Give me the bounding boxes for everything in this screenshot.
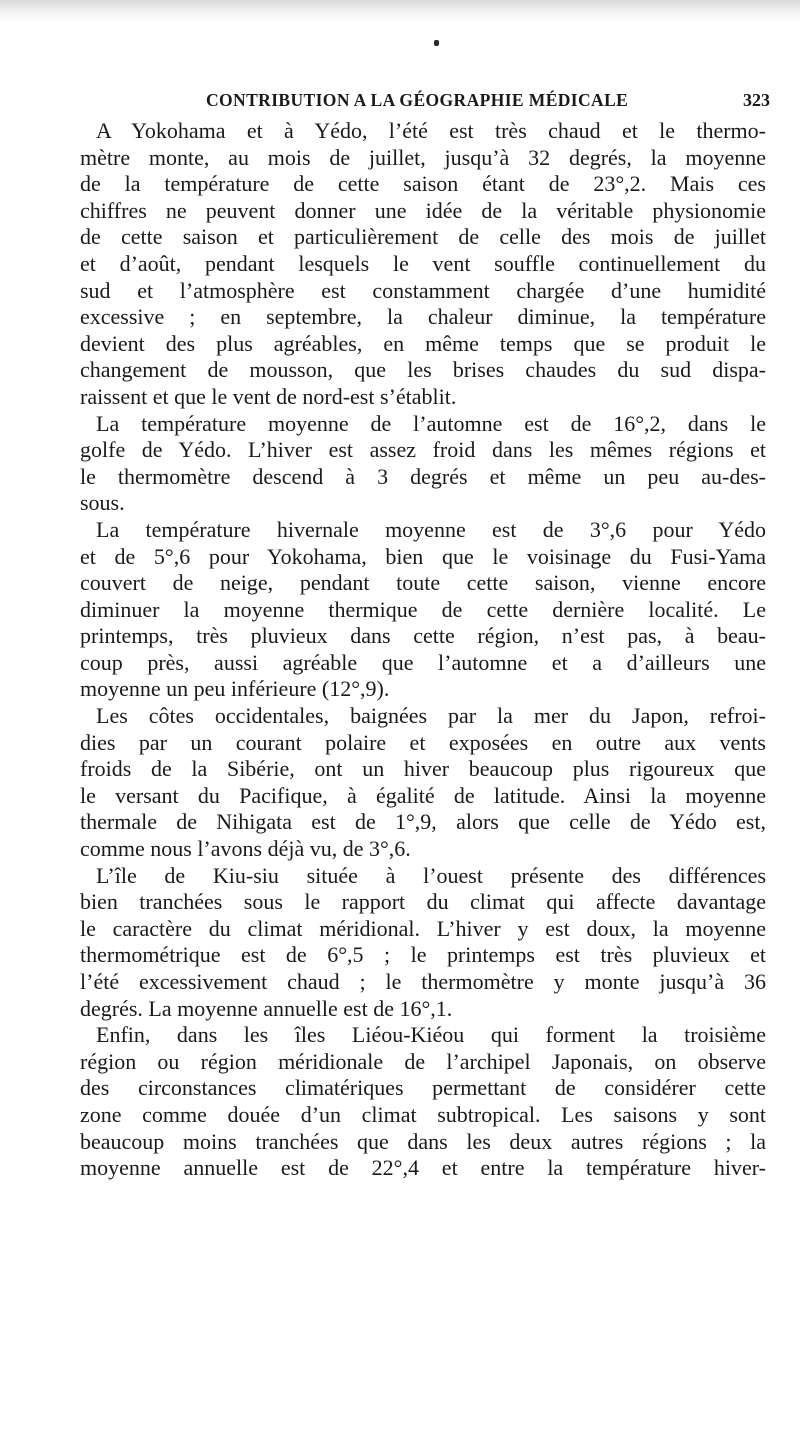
text-line: le caractère du climat méridional. L’hiver y est doux, la moyenne [80, 915, 766, 941]
running-header [80, 86, 770, 116]
paragraph [80, 1022, 766, 1182]
text-line: l’été excessivement chaud ; le thermomètre y monte jusqu’à 36 [80, 969, 766, 994]
text-line: moyenne un peu inférieure (12°,9). [80, 676, 390, 702]
text-line: thermométrique est de 6°,5 ; le printemps est très pluvieux et [80, 942, 766, 968]
text-line: diminuer la moyenne thermique de cette dernière localité. Le [80, 596, 766, 622]
scan-edge-shadow [0, 0, 800, 22]
text-line: mètre monte, au mois de juillet, jusqu’à 32 degrés, la moyenne [80, 144, 766, 170]
running-title: CONTRIBUTION A LA GÉOGRAPHIE MÉDICALE [206, 90, 629, 110]
text-line: coup près, aussi agréable que l’automne et a d’ailleurs une [80, 649, 766, 675]
text-line: région ou région méridionale de l’archipel Japonais, on observe [80, 1048, 766, 1074]
text-line: le versant du Pacifique, à égalité de latitude. Ainsi la moyenne [80, 782, 766, 808]
page-number: 323 [743, 90, 770, 110]
text-line: golfe de Yédo. L’hiver est assez froid dans les mêmes régions et [80, 437, 766, 463]
text-line: excessive ; en septembre, la chaleur diminue, la température [80, 304, 766, 330]
text-line: thermale de Nihigata est de 1°,9, alors que celle de Yédo est, [80, 809, 766, 835]
paragraph [80, 411, 766, 517]
text-line: de la température de cette saison étant de 23°,2. Mais ces [80, 171, 766, 197]
text-line: dies par un courant polaire et exposées en outre aux vents [80, 729, 766, 755]
text-line: printemps, très pluvieux dans cette région, n’est pas, à beau- [80, 623, 766, 649]
text-line: raissent et que le vent de nord-est s’établit. [80, 383, 457, 409]
text-line: froids de la Sibérie, ont un hiver beaucoup plus rigoureux que [80, 756, 766, 782]
text-line: A Yokohama et à Yédo, l’été est très chaud et le thermo- [96, 118, 766, 143]
paragraph [80, 703, 766, 863]
text-line: changement de mousson, que les brises chaudes du sud dispa- [80, 357, 766, 383]
text-line: comme nous l’avons déjà vu, de 3°,6. [80, 836, 411, 862]
text-line: le thermomètre descend à 3 degrés et même un peu au-des- [80, 463, 766, 489]
text-line: La température hivernale moyenne est de 3°,6 pour Yédo [96, 516, 766, 542]
text-line: couvert de neige, pendant toute cette saison, vienne encore [80, 570, 766, 596]
paragraph [80, 118, 766, 411]
text-line: zone comme douée d’un climat subtropical. Les saisons y sont [80, 1101, 766, 1127]
body-text [80, 118, 766, 1182]
text-line: sud et l’atmosphère est constamment chargée d’une humidité [80, 277, 766, 303]
text-line: de cette saison et particulièrement de celle des mois de juillet [80, 224, 766, 250]
text-line: beaucoup moins tranchées que dans les deux autres régions ; la [80, 1128, 766, 1154]
text-line: chiffres ne peuvent donner une idée de la véritable physionomie [80, 197, 766, 223]
text-line: et de 5°,6 pour Yokohama, bien que le voisinage du Fusi-Yama [80, 543, 766, 569]
text-line: L’île de Kiu-siu située à l’ouest présente des différences [96, 862, 766, 888]
text-line: Les côtes occidentales, baignées par la mer du Japon, refroi- [96, 703, 766, 729]
paragraph [80, 517, 766, 703]
text-line: La température moyenne de l’automne est de 16°,2, dans le [96, 410, 766, 436]
text-line: degrés. La moyenne annuelle est de 16°,1. [80, 995, 453, 1021]
text-line: sous. [80, 490, 125, 516]
text-line: Enfin, dans les îles Liéou-Kiéou qui forment la troisième [96, 1022, 766, 1048]
text-line: devient des plus agréables, en même temps que se produit le [80, 330, 766, 356]
text-line: des circonstances climatériques permettant de considérer cette [80, 1075, 766, 1101]
paragraph [80, 863, 766, 1023]
print-dot-mark [434, 40, 439, 46]
text-line: bien tranchées sous le rapport du climat qui affecte davantage [80, 889, 766, 915]
text-line: et d’août, pendant lesquels le vent souffle continuellement du [80, 250, 766, 276]
text-line: moyenne annuelle est de 22°,4 et entre la température hiver- [80, 1155, 766, 1181]
